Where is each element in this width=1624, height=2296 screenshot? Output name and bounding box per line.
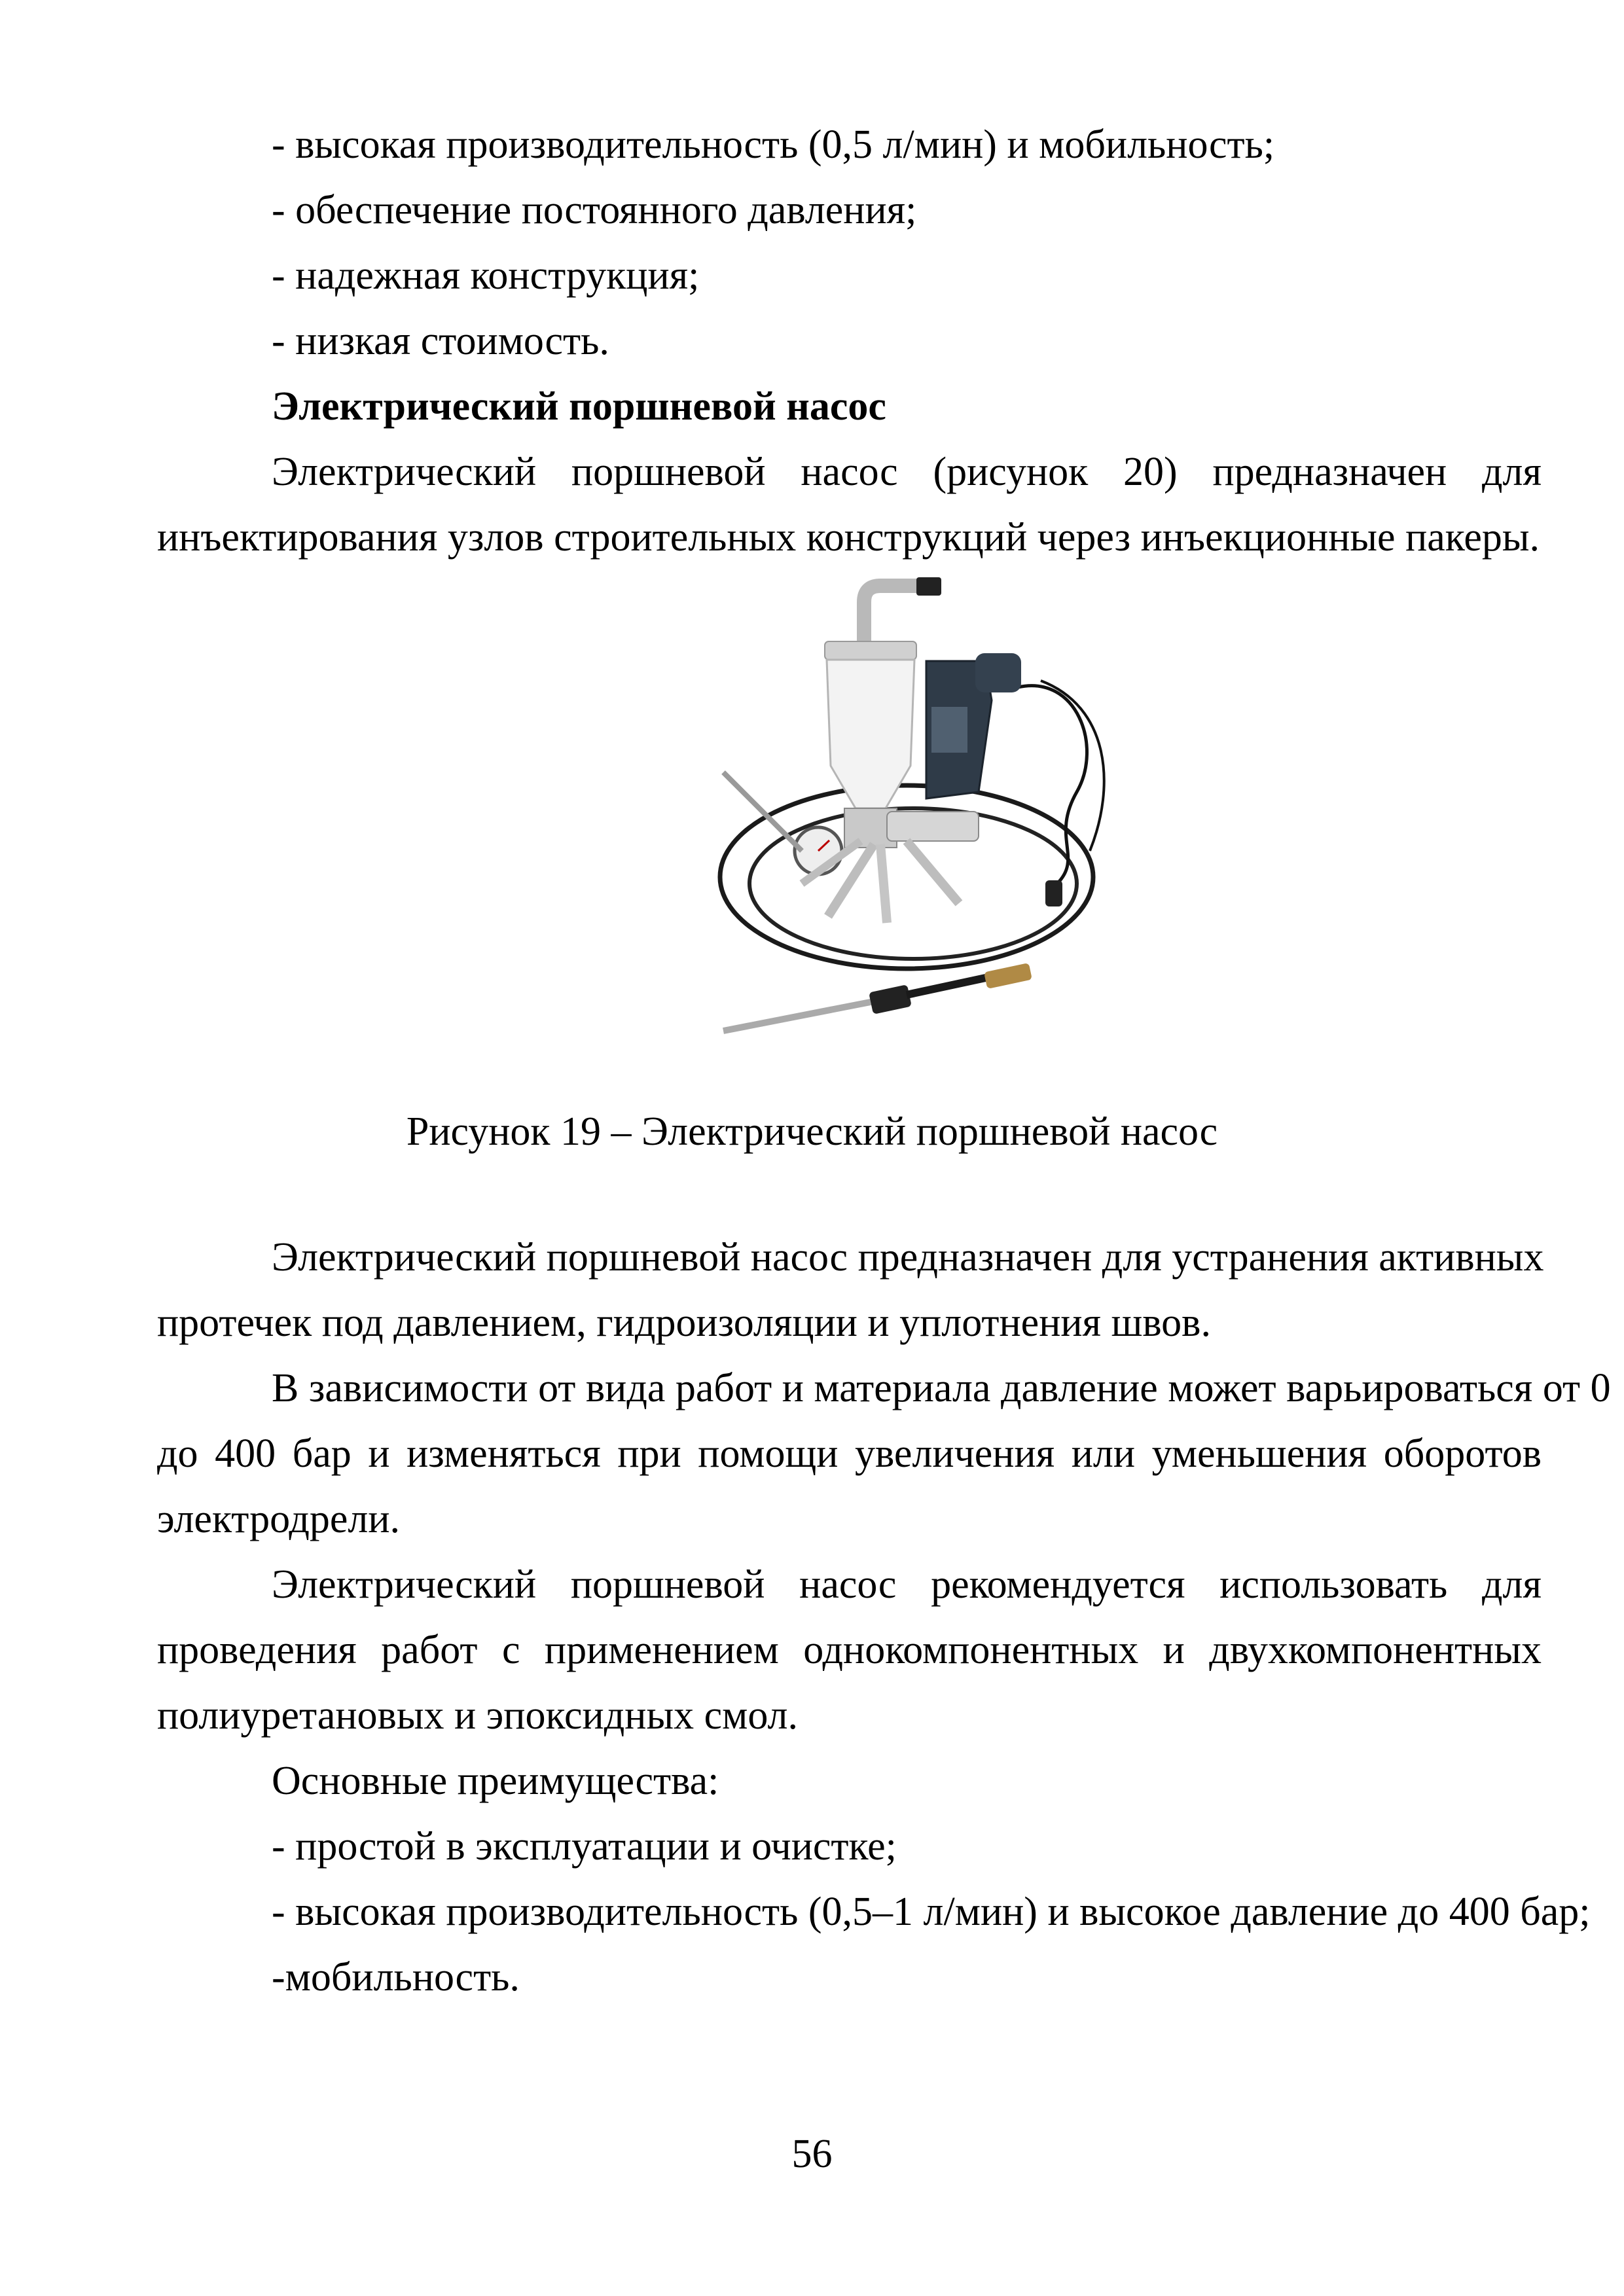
plug-icon — [1045, 880, 1062, 906]
paragraph-line: В зависимости от вида работ и материала давление может варьироваться от 0 — [272, 1366, 1611, 1410]
list-item: - обеспечение постоянного давления; — [272, 188, 917, 232]
advantages-title: Основные преимущества: — [272, 1759, 719, 1803]
paragraph-line: полиуретановых и эпоксидных смол. — [157, 1693, 798, 1738]
pump-figure — [710, 576, 1129, 1047]
paragraph-line: Электрический поршневой насос предназначен для устранения активных — [272, 1235, 1544, 1280]
hose-coupling — [984, 963, 1032, 989]
paragraph-line: электродрели. — [157, 1497, 401, 1541]
list-item: - надежная конструкция; — [272, 253, 700, 298]
hopper-rim — [825, 641, 916, 660]
list-item: -мобильность. — [272, 1955, 520, 2000]
pipe-cap — [916, 577, 941, 596]
paragraph-line: инъектирования узлов строительных конструкций через инъекционные пакеры. — [157, 515, 1540, 560]
list-item: - высокая производительность (0,5–1 л/мин) и высокое давление до 400 бар; — [272, 1890, 1591, 1934]
paragraph-line: протечек под давлением, гидроизоляции и уплотнения швов. — [157, 1300, 1211, 1345]
pump-housing — [887, 812, 979, 841]
pump-leg — [880, 844, 887, 923]
section-heading: Электрический поршневой насос — [272, 384, 886, 429]
lance-valve — [869, 984, 912, 1014]
lance-hose — [907, 977, 992, 995]
figure-caption: Рисунок 19 – Электрический поршневой насос — [406, 1109, 1218, 1154]
list-item: - низкая стоимость. — [272, 319, 609, 363]
page-number: 56 — [791, 2132, 833, 2176]
injection-lance — [723, 1001, 874, 1031]
drill-grip — [931, 707, 967, 753]
list-item: - высокая производительность (0,5 л/мин) и мобильность; — [272, 122, 1275, 167]
paragraph-line: проведения работ с применением однокомпонентных и двухкомпонентных — [157, 1628, 1542, 1672]
paragraph-line: Электрический поршневой насос рекомендуется использовать для — [272, 1562, 1542, 1607]
pump-leg — [907, 841, 959, 903]
drill-handle — [975, 653, 1021, 692]
power-cable — [1018, 686, 1087, 884]
paragraph-line: Электрический поршневой насос (рисунок 20) предназначен для — [272, 450, 1542, 494]
paragraph-line: до 400 бар и изменяться при помощи увеличения или уменьшения оборотов — [157, 1431, 1542, 1476]
list-item: - простой в эксплуатации и очистке; — [272, 1824, 897, 1869]
